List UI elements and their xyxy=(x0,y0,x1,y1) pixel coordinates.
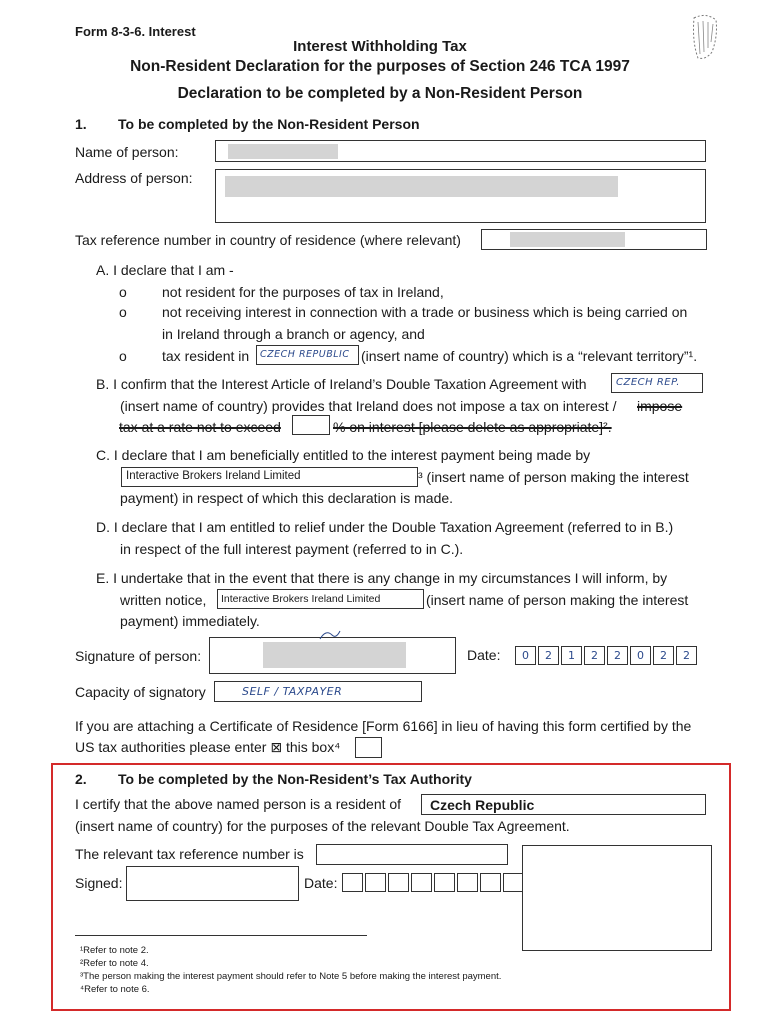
capacity-value: SELF / TAXPAYER xyxy=(242,685,343,698)
a-bullet-3-post: (insert name of country) which is a “relevant territory”¹. xyxy=(361,348,698,364)
redacted-address xyxy=(225,176,618,197)
date-digit: 2 xyxy=(653,646,674,665)
a-intro: A. I declare that I am - xyxy=(96,262,234,278)
footnote-1: ¹Refer to note 2. xyxy=(80,945,149,956)
date-field[interactable] xyxy=(515,646,699,665)
certify-text: I certify that the above named person is a resident of xyxy=(75,796,402,812)
section2-heading: To be completed by the Non-Resident’s Tax Authority xyxy=(118,771,472,787)
c-line3: payment) in respect of which this declaration is made. xyxy=(120,490,454,506)
bullet: o xyxy=(119,304,127,320)
redacted-taxref xyxy=(510,232,625,247)
certificate-checkbox[interactable] xyxy=(355,737,382,758)
capacity-label: Capacity of signatory xyxy=(75,684,206,700)
section2-number: 2. xyxy=(75,771,87,787)
b-line2-struck: impose xyxy=(637,398,683,414)
dta-country-value: CZECH REP. xyxy=(616,377,680,388)
certificate-line1: If you are attaching a Certificate of Residence [Form 6166] in lieu of having this form certified by the xyxy=(75,718,692,734)
d-line1: D. I declare that I am entitled to relief under the Double Taxation Agreement (referred to in B.) xyxy=(96,519,674,535)
payer-value-c: Interactive Brokers Ireland Limited xyxy=(126,470,301,482)
title-3: Declaration to be completed by a Non-Resident Person xyxy=(177,85,583,102)
signature-label: Signature of person: xyxy=(75,648,202,664)
a-bullet-3-pre: tax resident in xyxy=(162,348,250,364)
b-line2: (insert name of country) provides that Ireland does not impose a tax on interest / xyxy=(120,398,617,414)
certificate-line2: US tax authorities please enter ⊠ this box⁴ xyxy=(75,739,341,755)
name-label: Name of person: xyxy=(75,144,179,160)
e-line3: payment) immediately. xyxy=(120,613,260,629)
authority-date-field[interactable] xyxy=(342,873,526,892)
signed-label: Signed: xyxy=(75,875,123,891)
date-digit: 2 xyxy=(584,646,605,665)
date-digit: 2 xyxy=(538,646,559,665)
footnote-4: ⁴Refer to note 6. xyxy=(80,984,150,995)
e-line2-post: (insert name of person making the interest xyxy=(426,592,689,608)
address-label: Address of person: xyxy=(75,170,193,186)
c-line1: C. I declare that I am beneficially entitled to the interest payment being made by xyxy=(96,447,591,463)
rate-field[interactable] xyxy=(292,415,330,435)
signature-scribble-icon xyxy=(318,627,342,646)
taxref-label: Tax reference number in country of residence (where relevant) xyxy=(75,232,461,248)
title-2: Non-Resident Declaration for the purposes of Section 246 TCA 1997 xyxy=(130,58,630,75)
e-line2-pre: written notice, xyxy=(120,592,207,608)
date-label: Date: xyxy=(467,647,501,663)
b-line1: B. I confirm that the Interest Article of Ireland’s Double Taxation Agreement with xyxy=(96,376,587,392)
a-bullet-2-line2: in Ireland through a branch or agency, and xyxy=(162,326,425,342)
authority-signature-field[interactable] xyxy=(126,866,299,901)
authority-stamp-box[interactable] xyxy=(522,845,712,951)
date-digit: 2 xyxy=(607,646,628,665)
authority-taxref-field[interactable] xyxy=(316,844,508,865)
date-digit: 1 xyxy=(561,646,582,665)
payer-value-e: Interactive Brokers Ireland Limited xyxy=(221,593,381,605)
c-line2-post: ³ (insert name of person making the interest xyxy=(418,469,689,485)
section1-number: 1. xyxy=(75,116,87,132)
e-line1: E. I undertake that in the event that there is any change in my circumstances I will inform, by xyxy=(96,570,668,586)
title-1: Interest Withholding Tax xyxy=(293,38,467,55)
a-bullet-2-line1: not receiving interest in connection with a trade or business which is being carried on xyxy=(162,304,688,320)
form-id: Form 8-3-6. Interest xyxy=(75,24,196,39)
residence-country-value: CZECH REPUBLIC xyxy=(260,349,350,360)
date-digit: 2 xyxy=(676,646,697,665)
d-line2: in respect of the full interest payment (referred to in C.). xyxy=(120,541,464,557)
a-bullet-1: not resident for the purposes of tax in Ireland, xyxy=(162,284,444,300)
footnote-3: ³The person making the interest payment should refer to Note 5 before making the interest payment. xyxy=(80,971,502,982)
footnote-divider xyxy=(75,935,367,936)
b-line3-pre: tax at a rate not to exceed xyxy=(119,419,281,435)
footnote-2: ²Refer to note 4. xyxy=(80,958,149,969)
authority-date-label: Date: xyxy=(304,875,338,891)
bullet: o xyxy=(119,284,127,300)
certify-line2: (insert name of country) for the purposes of the relevant Double Tax Agreement. xyxy=(75,818,570,834)
b-line3-post: % on interest [please delete as appropriate]². xyxy=(333,419,612,435)
bullet: o xyxy=(119,348,127,364)
date-digit: 0 xyxy=(630,646,651,665)
section1-heading: To be completed by the Non-Resident Person xyxy=(118,116,420,132)
authority-country-value: Czech Republic xyxy=(430,797,535,813)
authority-taxref-label: The relevant tax reference number is xyxy=(75,846,304,862)
redacted-name xyxy=(228,144,338,159)
date-digit: 0 xyxy=(515,646,536,665)
